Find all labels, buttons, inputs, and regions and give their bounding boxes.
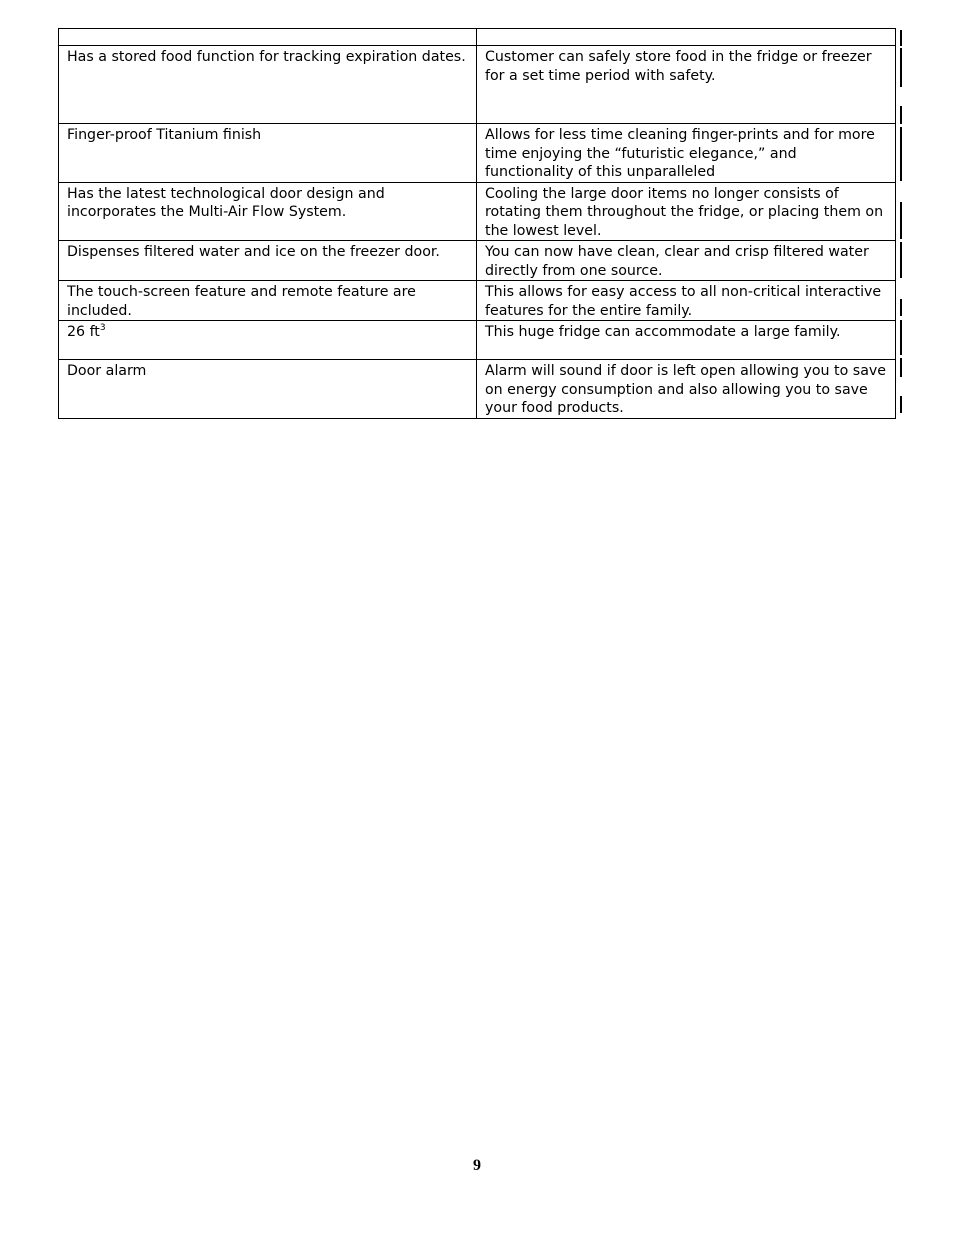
benefit-cell: You can now have clean, clear and crisp filtered water directly from one source. [477, 241, 896, 281]
table-row [59, 29, 896, 46]
right-edge-mark [900, 127, 902, 181]
table-row [59, 281, 896, 321]
right-edge-mark [900, 358, 902, 377]
feature-cell [59, 29, 477, 46]
table-row [59, 46, 896, 124]
feature-cell: Dispenses filtered water and ice on the freezer door. [59, 241, 477, 281]
benefit-cell: This huge fridge can accommodate a large family. [477, 321, 896, 360]
right-edge-mark [900, 48, 902, 87]
right-edge-mark [900, 106, 902, 124]
benefit-cell: Alarm will sound if door is left open allowing you to save on energy consumption and also allowing you to save your food products. [477, 360, 896, 419]
capacity-exponent: 3 [99, 323, 106, 333]
feature-cell: Finger-proof Titanium finish [59, 124, 477, 183]
feature-cell: Has a stored food function for tracking expiration dates. [59, 46, 477, 124]
benefit-cell [477, 29, 896, 46]
feature-cell [59, 321, 477, 360]
right-edge-mark [900, 30, 902, 46]
feature-cell: Door alarm [59, 360, 477, 419]
feature-cell: Has the latest technological door design and incorporates the Multi-Air Flow System. [59, 182, 477, 241]
table-row [59, 321, 896, 360]
capacity-value: 26 ft [67, 324, 100, 340]
table-row [59, 124, 896, 183]
right-edge-mark [900, 202, 902, 239]
benefit-cell: Cooling the large door items no longer consists of rotating them throughout the fridge, or placing them on the lowest level. [477, 182, 896, 241]
right-edge-mark [900, 242, 902, 278]
benefit-cell: Allows for less time cleaning finger-prints and for more time enjoying the “futuristic elegance,” and functionality of this unparalleled [477, 124, 896, 183]
right-edge-mark [900, 320, 902, 355]
benefit-cell: Customer can safely store food in the fridge or freezer for a set time period with safety. [477, 46, 896, 124]
feature-benefit-table [58, 28, 896, 419]
page-number: 9 [473, 1157, 481, 1174]
right-edge-mark [900, 396, 902, 413]
table-row [59, 360, 896, 419]
table-row [59, 241, 896, 281]
right-edge-mark [900, 299, 902, 316]
feature-cell: The touch-screen feature and remote feature are included. [59, 281, 477, 321]
benefit-cell: This allows for easy access to all non-critical interactive features for the entire family. [477, 281, 896, 321]
table-row [59, 182, 896, 241]
